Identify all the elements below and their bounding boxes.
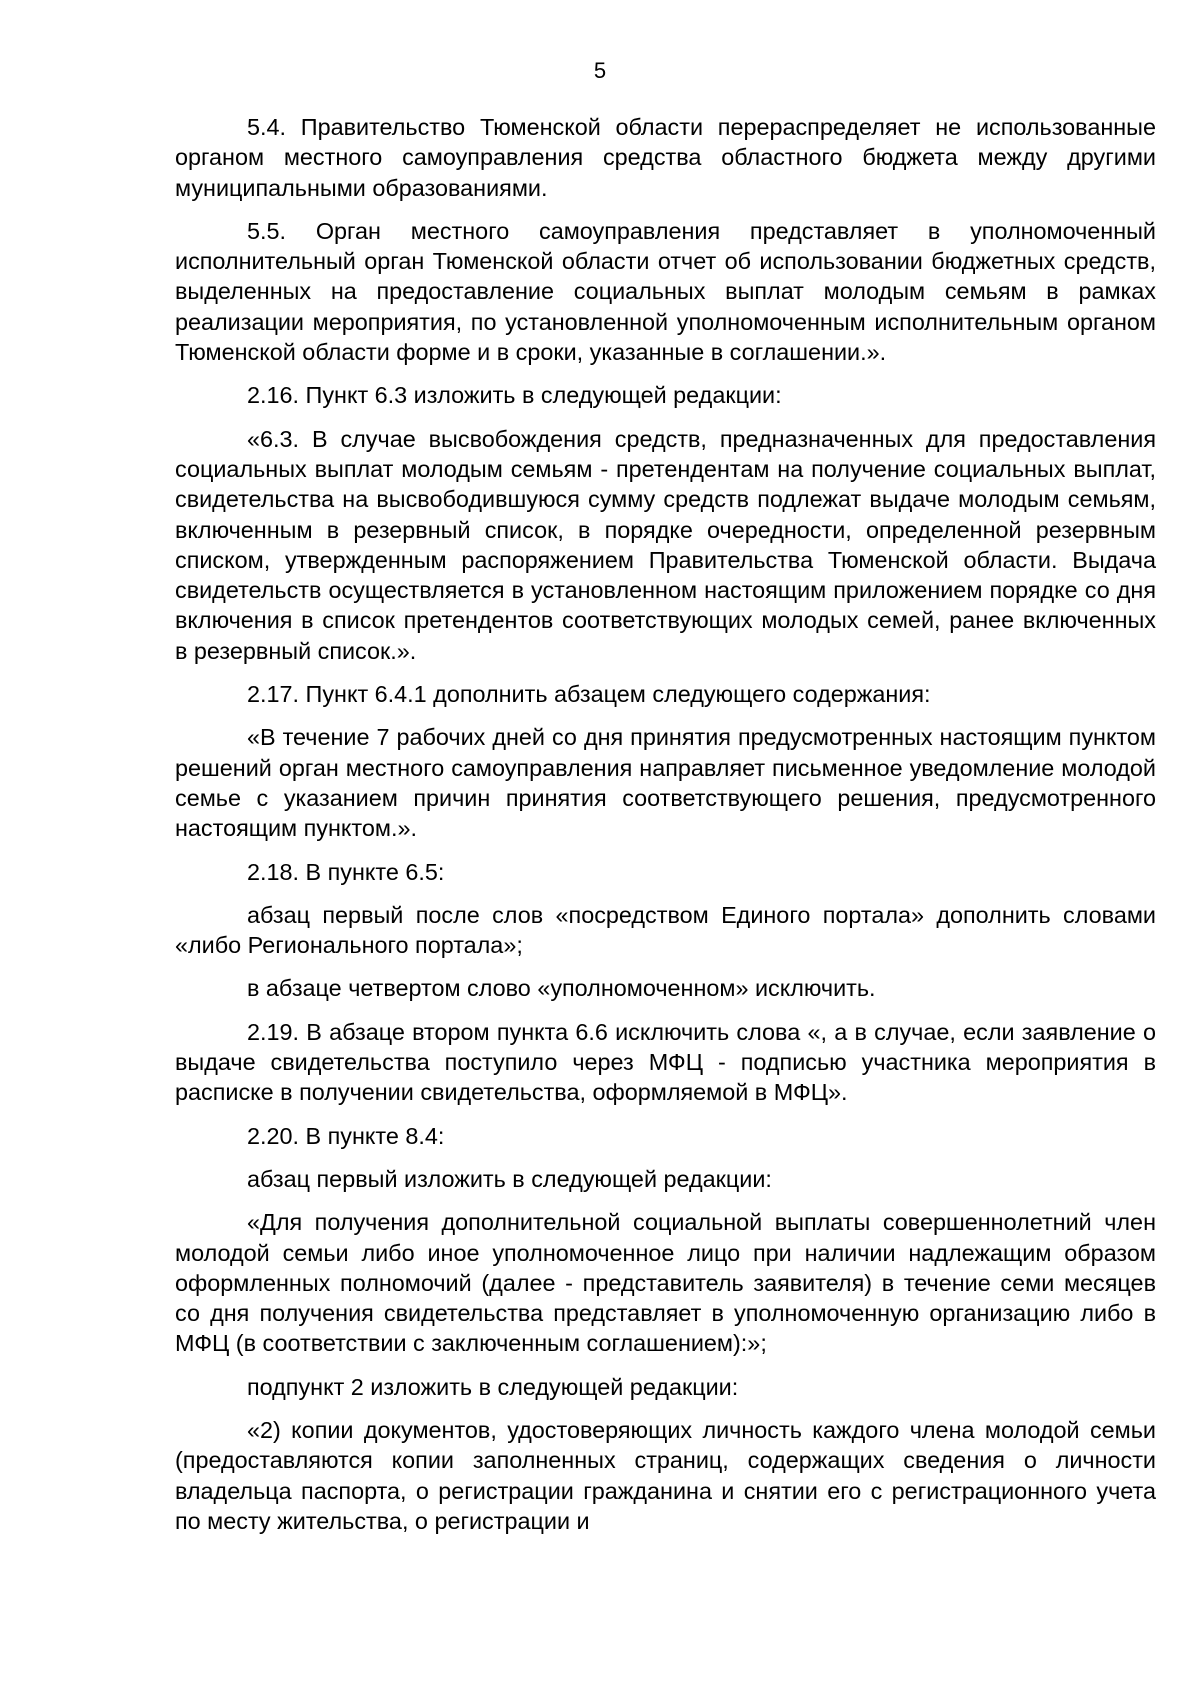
paragraph-8-4-first: абзац первый изложить в следующей редакции: — [247, 1165, 772, 1192]
paragraph-2-16: 2.16. Пункт 6.3 изложить в следующей редакции: — [247, 382, 782, 409]
paragraph-6-5-fourth: в абзаце четвертом слово «уполномоченном» исключить. — [247, 975, 876, 1002]
page-number: 5 — [593, 58, 607, 83]
paragraph-2-20: 2.20. В пункте 8.4: — [247, 1122, 445, 1149]
paragraph-8-4-first-text: «Для получения дополнительной социальной выплаты совершеннолетний член молодой семьи либо иное уполномоченное лицо при наличии надлежащим образом оформленных полномочий (далее - представитель заявителя) в течение семи месяцев со дня получения свидетельства представляет в уполномоченную организацию либо в МФЦ (в соответствии с заключенным соглашением):»; — [175, 1209, 1156, 1357]
paragraph-6-5-first: абзац первый после слов «посредством Единого портала» дополнить словами «либо Регионального портала»; — [175, 901, 1156, 959]
paragraph-2-18: 2.18. В пункте 6.5: — [247, 858, 445, 885]
paragraph-5-4: 5.4. Правительство Тюменской области перераспределяет не использованные органом местного самоуправления средства областного бюджета между другими муниципальными образованиями. — [175, 114, 1156, 201]
paragraph-subpoint-2-text: «2) копии документов, удостоверяющих личность каждого члена молодой семьи (предоставляются копии заполненных страниц, содержащих сведения о личности владельца паспорта, о регистрации гражданина и снятии его с регистрационного учета по месту жительства, о регистрации и — [175, 1416, 1156, 1534]
paragraph-2-19: 2.19. В абзаце втором пункта 6.6 исключить слова «, а в случае, если заявление о выдаче свидетельства поступило через МФЦ - подписью участника мероприятия в расписке в получении свидетельства, оформляемой в МФЦ». — [175, 1018, 1156, 1106]
paragraph-2-17: 2.17. Пункт 6.4.1 дополнить абзацем следующего содержания: — [247, 681, 931, 708]
paragraph-6-4-1-text: «В течение 7 рабочих дней со дня принятия предусмотренных настоящим пунктом решений орган местного самоуправления направляет письменное уведомление молодой семье с указанием причин принятия соответствующего решения, предусмотренного настоящим пунктом.». — [175, 724, 1156, 842]
paragraph-subpoint-2: подпункт 2 изложить в следующей редакции: — [247, 1373, 739, 1400]
paragraph-5-5: 5.5. Орган местного самоуправления представляет в уполномоченный исполнительный орган Тюменской области отчет об использовании бюджетных средств, выделенных на предоставление социальных выплат молодым семьям в рамках реализации мероприятия, по установленной уполномоченным исполнительным органом Тюменской области форме и в сроки, указанные в соглашении.». — [175, 217, 1156, 366]
paragraph-6-3-text: «6.3. В случае высвобождения средств, предназначенных для предоставления социальных выплат молодым семьям - претендентам на получение социальных выплат, свидетельства на высвободившуюся сумму средств подлежат выдаче молодым семьям, включенным в резервный список, в порядке очередности, определенной резервным списком, утвержденным распоряжением Правительства Тюменской области. Выдача свидетельств осуществляется в установленном настоящим приложением порядке со дня включения в список претендентов соответствующих молодых семей, ранее включенных в резервный список.». — [175, 425, 1156, 664]
document-body — [175, 112, 1156, 1549]
